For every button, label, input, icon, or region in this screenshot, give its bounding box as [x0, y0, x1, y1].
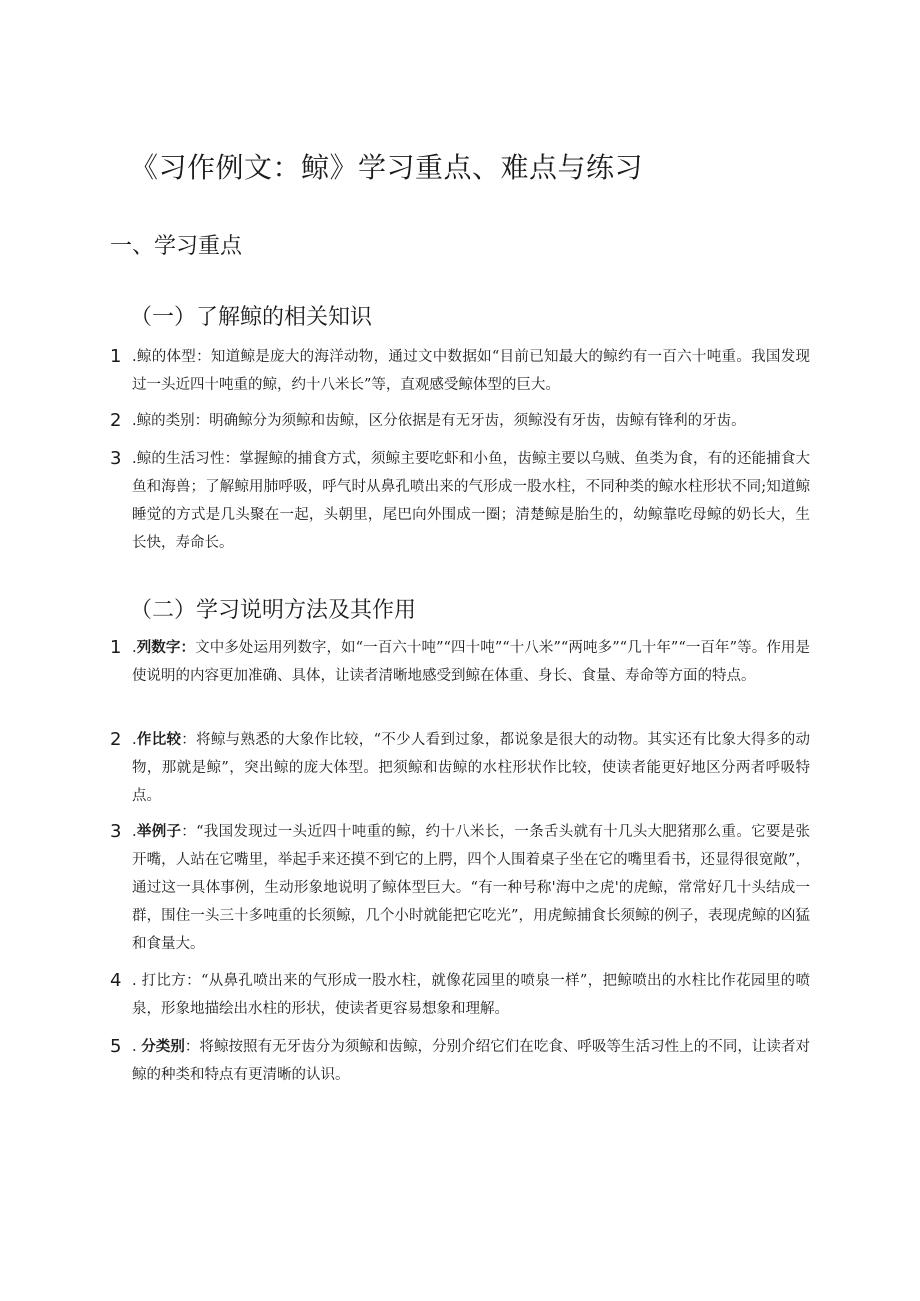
method-keyword: 分类别 [141, 1039, 185, 1055]
item-number: 4 [110, 970, 122, 991]
document-title: 《习作例文：鲸》学习重点、难点与练习 [130, 151, 644, 184]
list-item [110, 445, 810, 557]
list-item [110, 407, 810, 435]
list-item [110, 967, 810, 1023]
item-number: 3 [110, 821, 122, 842]
item-text: . 打比方：“从鼻孔喷出来的气形成一股水柱，就像花园里的喷泉一样”，把鲸喷出的水柱比作花园里的喷泉，形象地描绘出水柱的形状，使读者更容易想象和理解。 [132, 973, 811, 1017]
item-text: .作比较：将鲸与熟悉的大象作比较，“不少人看到过象，都说象是很大的动物。其实还有比象大得多的动物，那就是鲸”，突出鲸的庞大体型。把须鲸和齿鲸的水柱形状作比较，使读者能更好地区分两者呼吸特点。 [132, 732, 810, 804]
list-item [110, 1033, 810, 1089]
section-heading-key-points: 一、学习重点 [110, 234, 243, 259]
method-keyword: 列数字： [136, 640, 196, 656]
list-item [110, 634, 810, 690]
item-number: 3 [110, 448, 122, 469]
item-number: 1 [110, 346, 122, 367]
item-text: .列数字：文中多处运用列数字，如“一百六十吨”“四十吨”“十八米”“两吨多”“几十年”“一百年”等。作用是使说明的内容更加准确、具体，让读者清晰地感受到鲸在体重、身长、食量、寿命等方面的特点。 [132, 640, 811, 684]
subsection-heading-explanation-methods: （二）学习说明方法及其作用 [130, 598, 417, 623]
list-item [110, 343, 810, 399]
method-keyword: 举例子 [136, 824, 182, 840]
item-number: 1 [110, 637, 122, 658]
list-item [110, 726, 810, 810]
item-text: . 分类别：将鲸按照有无牙齿分为须鲸和齿鲸，分别介绍它们在吃食、呼吸等生活习性上的不同，让读者对鲸的种类和特点有更清晰的认识。 [132, 1039, 811, 1083]
item-text: .鲸的体型：知道鲸是庞大的海洋动物，通过文中数据如“目前已知最大的鲸约有一百六十吨重。我国发现过一头近四十吨重的鲸，约十八米长”等，直观感受鲸体型的巨大。 [132, 349, 810, 393]
item-number: 2 [110, 410, 122, 431]
item-number: 2 [110, 729, 122, 750]
list-item [110, 818, 810, 958]
subsection-heading-whale-knowledge: （一）了解鲸的相关知识 [130, 305, 373, 330]
item-text: .举例子：“我国发现过一头近四十吨重的鲸，约十八米长，一条舌头就有十几头大肥猪那么重。它要是张开嘴，人站在它嘴里，举起手来还摸不到它的上腭，四个人围着桌子坐在它的嘴里看书，还显得很宽敞”，通过这一具体事例，生动形象地说明了鲸体型巨大。“有一种号称'海中之虎'的虎鲸，常常好几十头结成一群，围住一头三十多吨重的长须鲸，几个小时就能把它吃光”，用虎鲸捕食长须鲸的例子，表现虎鲸的凶猛和食量大。 [132, 824, 810, 952]
item-text: .鲸的类别：明确鲸分为须鲸和齿鲸，区分依据是有无牙齿，须鲸没有牙齿，齿鲸有锋利的牙齿。 [132, 413, 746, 429]
method-keyword: 作比较 [136, 732, 182, 748]
item-text: .鲸的生活习性：掌握鲸的捕食方式，须鲸主要吃虾和小鱼，齿鲸主要以乌贼、鱼类为食，有的还能捕食大鱼和海兽；了解鲸用肺呼吸，呼气时从鼻孔喷出来的气形成一股水柱，不同种类的鲸水柱形状不同;知道鲸睡觉的方式是几头聚在一起，头朝里，尾巴向外围成一圈；清楚鲸是胎生的，幼鲸靠吃母鲸的奶长大，生长快，寿命长。 [132, 451, 810, 551]
item-number: 5 [110, 1036, 122, 1057]
